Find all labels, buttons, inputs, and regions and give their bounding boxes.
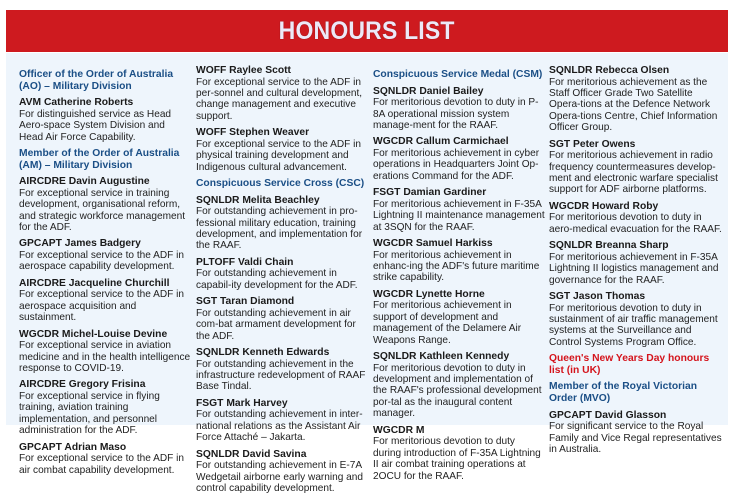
honour-entry	[19, 97, 191, 143]
honour-entry	[19, 176, 191, 233]
recipient-name: GPCAPT Adrian Maso	[19, 441, 127, 453]
honour-entry	[373, 351, 545, 420]
honour-entry	[549, 240, 725, 286]
recipient-name: SQNLDR Kathleen Kennedy	[373, 351, 510, 363]
column-4	[549, 65, 725, 460]
honour-entry	[196, 195, 368, 252]
award-section-heading: Conspicuous Service Cross (CSC)	[196, 178, 365, 190]
recipient-name: SGT Taran Diamond	[196, 296, 295, 308]
citation-text: For meritorious achievement in F-35A Lightning II maintenance management at 3SQN for the RAAF.	[373, 198, 545, 233]
citation-text: For meritorious devotion to duty in development and implementation of the RAAF's professional development por-tal as the inaugural content manager.	[373, 362, 542, 420]
honour-entry	[19, 379, 191, 436]
citation-text: For significant service to the Royal Family and Vice Regal representatives in Australia.	[549, 421, 722, 456]
recipient-name: PLTOFF Valdi Chain	[196, 256, 294, 268]
recipient-name: SQNLDR David Savina	[196, 448, 307, 460]
citation-text: For outstanding achievement in air com-bat armament development for the ADF.	[196, 307, 356, 342]
recipient-name: WGCDR Lynette Horne	[373, 288, 485, 300]
recipient-name: SQNLDR Daniel Bailey	[373, 85, 484, 97]
honour-entry	[196, 65, 368, 122]
citation-text: For meritorious achievement in F-35A Lightning II logistics management and governance for the RAAF.	[549, 251, 719, 286]
recipient-name: GPCAPT James Badgery	[19, 238, 141, 250]
page-title: HONOURS LIST	[278, 16, 455, 45]
award-section-heading: Member of the Order of Australia (AM) – Military Division	[19, 148, 180, 171]
award-section-heading: Member of the Royal Victorian Order (MVO)	[549, 381, 698, 405]
recipient-name: WGCDR Michel-Louise Devine	[19, 328, 168, 340]
honour-entry	[196, 449, 368, 495]
title-banner	[6, 10, 728, 52]
recipient-name: FSGT Damian Gardiner	[373, 187, 487, 199]
honour-entry	[19, 442, 191, 476]
citation-text: For distinguished service as Head Aero-space System Division and Head Air Force Capability.	[19, 108, 172, 143]
citation-text: For outstanding achievement in capabil-ity development for the ADF.	[196, 268, 358, 291]
citation-text: For exceptional service to the ADF in air combat capability development.	[19, 453, 184, 476]
honour-entry	[196, 127, 368, 173]
column-3	[373, 65, 545, 487]
recipient-name: AIRCDRE Jacqueline Churchill	[19, 277, 170, 289]
recipient-name: SQNLDR Kenneth Edwards	[196, 347, 330, 359]
honour-entry	[19, 278, 191, 324]
citation-text: For exceptional service in aviation medicine and in the health intelligence response to COVID-19.	[19, 340, 191, 375]
recipient-name: WGCDR Samuel Harkiss	[373, 238, 493, 250]
recipient-name: SGT Peter Owens	[549, 138, 636, 150]
recipient-name: WOFF Raylee Scott	[196, 65, 291, 76]
honours-panel	[6, 53, 728, 495]
citation-text: For meritorious achievement in radio frequency countermeasures develop-ment and electronic warfare specialist support for ADF airborne platforms.	[549, 150, 718, 196]
citation-text: For meritorious devotion to duty in aero-medical evacuation for the RAAF.	[549, 212, 722, 235]
citation-text: For exceptional service in training development, organisational reform, and strategic workforce management for the ADF.	[19, 187, 186, 233]
award-section-heading: Conspicuous Service Medal (CSM)	[373, 69, 543, 80]
recipient-name: AVM Catherine Roberts	[19, 97, 134, 109]
citation-text: For outstanding achievement in E-7A Wedgetail airborne early warning and control capability development.	[196, 460, 364, 495]
award-section-heading: Officer of the Order of Australia (AO) – Military Division	[19, 69, 174, 92]
recipient-name: WOFF Stephen Weaver	[196, 127, 310, 139]
recipient-name: SGT Jason Thomas	[549, 291, 646, 303]
honour-entry	[549, 65, 725, 134]
recipient-name: WGCDR Howard Roby	[549, 200, 659, 212]
recipient-name: WGCDR Callum Carmichael	[373, 136, 509, 148]
honour-entry	[196, 347, 368, 393]
recipient-name: AIRCDRE Davin Augustine	[19, 176, 150, 188]
list-heading: Queen's New Years Day honours list (in UK)	[549, 353, 710, 376]
honour-entry	[373, 187, 545, 233]
citation-text: For exceptional service to the ADF in aerospace capability development.	[19, 250, 184, 273]
citation-text: For outstanding achievement in the infrastructure redevelopment of RAAF Base Tindal.	[196, 358, 366, 393]
citation-text: For exceptional service to the ADF in aerospace acquisition and sustainment.	[19, 289, 184, 324]
honour-entry	[373, 136, 545, 182]
honour-entry	[196, 257, 368, 291]
citation-text: For exceptional service to the ADF in physical training development and Indigenous cultural advancement.	[196, 138, 361, 173]
citation-text: For meritorious achievement in enhanc-ing the ADF's future maritime strike capability.	[373, 249, 540, 284]
honour-entry	[549, 139, 725, 196]
honour-entry	[373, 289, 545, 346]
recipient-name: GPCAPT David Glasson	[549, 409, 667, 421]
column-2	[196, 65, 368, 500]
recipient-name: SQNLDR Rebecca Olsen	[549, 65, 670, 76]
honour-entry	[549, 291, 725, 348]
recipient-name: FSGT Mark Harvey	[196, 397, 288, 409]
citation-text: For outstanding achievement in pro-fessional military education, training development, and implementation for the RAAF.	[196, 206, 363, 252]
recipient-name: SQNLDR Melita Beachley	[196, 194, 320, 206]
recipient-name: WGCDR M	[373, 424, 425, 436]
citation-text: For exceptional service to the ADF in per-sonnel and cultural development, change management and executive support.	[196, 76, 363, 122]
honour-entry	[549, 410, 725, 456]
honour-entry	[196, 296, 368, 342]
honour-entry	[19, 238, 191, 272]
honour-entry	[373, 86, 545, 132]
column-1	[19, 65, 191, 481]
honour-entry	[549, 201, 725, 235]
citation-text: For exceptional service in flying training, aviation training implementation, and personnel administration for the ADF.	[19, 391, 160, 437]
recipient-name: SQNLDR Breanna Sharp	[549, 240, 669, 252]
honour-entry	[373, 425, 545, 482]
citation-text: For meritorious devotion to duty in P-8A operational mission system manage-ment for the RAAF.	[373, 97, 539, 131]
citation-text: For meritorious achievement as the Staff Officer Grade Two Satellite Opera-tions at the Defence Network Opera-tions Centre, Chief Information Officer Group.	[549, 76, 718, 134]
citation-text: For meritorious devotion to duty in sustainment of air traffic management systems at the Surveillance and Control Systems Program Office.	[549, 302, 718, 348]
honour-entry	[196, 398, 368, 444]
honour-entry	[19, 329, 191, 375]
honour-entry	[373, 238, 545, 284]
citation-text: For meritorious achievement in cyber operations in Headquarters Joint Op-erations Command for the ADF.	[373, 148, 540, 182]
citation-text: For meritorious devotion to duty during introduction of F-35A Lightning II air combat training operations at 2OCU for the RAAF.	[373, 436, 541, 482]
citation-text: For meritorious achievement in support of development and management of the Delamere Air Weapons Range.	[373, 300, 522, 346]
recipient-name: AIRCDRE Gregory Frisina	[19, 379, 146, 391]
citation-text: For outstanding achievement in inter-national relations as the Assistant Air Force Attaché – Jakarta.	[196, 409, 363, 444]
